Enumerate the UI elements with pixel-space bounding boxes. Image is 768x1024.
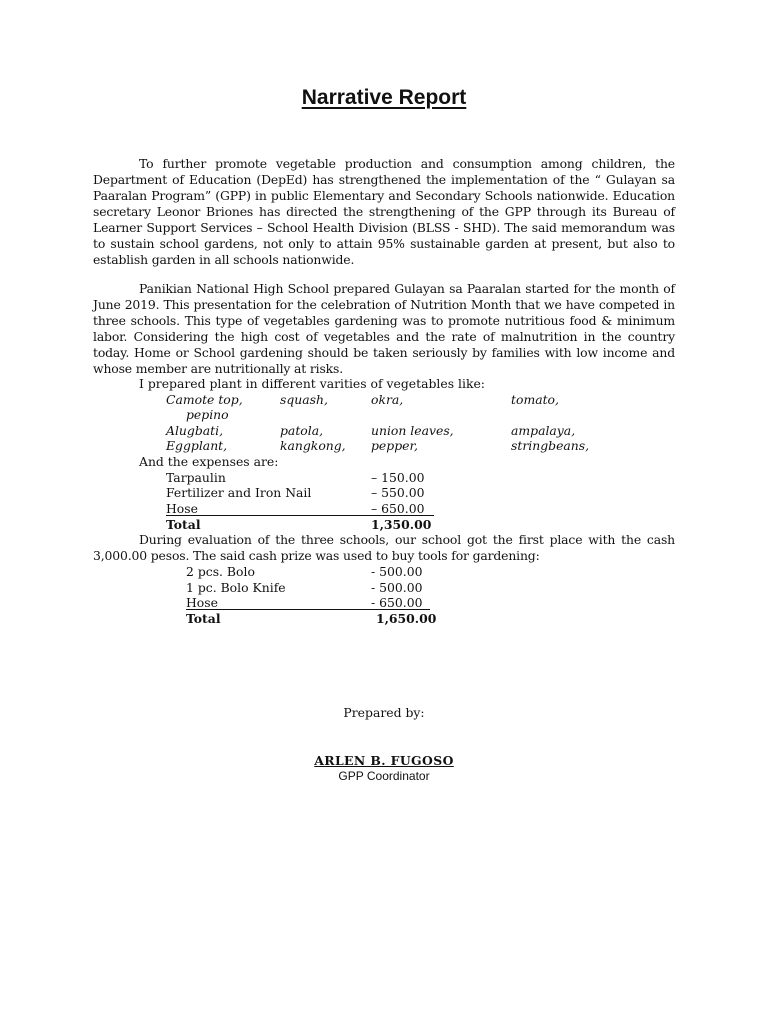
expenses-total-rule <box>166 515 434 516</box>
tool-amount: - 500.00 <box>371 580 423 595</box>
tools-total-label: Total <box>186 611 221 626</box>
tool-amount: - 650.00 <box>371 595 423 610</box>
expense-amount: – 550.00 <box>371 485 425 500</box>
vegetable-item: Camote top, <box>166 392 243 407</box>
expenses-total-amount: 1,350.00 <box>371 517 432 532</box>
expenses-total-label: Total <box>166 517 201 532</box>
vegetables-intro: I prepared plant in different varities of vegetables like: <box>139 376 485 391</box>
vegetable-item: okra, <box>371 392 404 407</box>
paragraph-2-text: Panikian National High School prepared Gulayan sa Paaralan started for the month of June 2019. This presentation for the celebration of Nutrition Month that we have competed in three schools. This type of vegetables gardening was to promote nutritious food & minimum labor. Considering the high cost of vegetables and the rate of malnutrition in the country today. Home or School gardening should be taken seriously by families with low income and whose member are nutritionally at risks. <box>93 281 675 376</box>
document-title <box>0 86 768 110</box>
paragraph-2 <box>93 281 675 377</box>
tools-total-rule <box>186 609 430 610</box>
vegetable-item: kangkong, <box>280 438 346 453</box>
vegetable-item: Eggplant, <box>166 438 228 453</box>
expense-item: Fertilizer and Iron Nail <box>166 485 312 500</box>
vegetable-item: Alugbati, <box>166 423 224 438</box>
vegetable-item: ampalaya, <box>511 423 576 438</box>
tool-item: 1 pc. Bolo Knife <box>186 580 286 595</box>
expense-amount: – 150.00 <box>371 470 425 485</box>
evaluation-paragraph <box>93 532 675 564</box>
vegetable-item: pepino <box>186 407 229 422</box>
tool-item: 2 pcs. Bolo <box>186 564 255 579</box>
signatory-name: ARLEN B. FUGOSO <box>314 753 454 768</box>
expense-item: Tarpaulin <box>166 470 226 485</box>
vegetable-item: squash, <box>280 392 328 407</box>
expenses-intro: And the expenses are: <box>139 454 279 469</box>
evaluation-text: During evaluation of the three schools, our school got the first place with the cash 3,000.00 pesos. The said cash prize was used to buy tools for gardening: <box>93 532 675 563</box>
expense-item: Hose <box>166 501 198 516</box>
prepared-by-label: Prepared by: <box>343 705 425 720</box>
vegetable-item: stringbeans, <box>511 438 590 453</box>
signatory-role: GPP Coordinator <box>338 769 430 783</box>
paragraph-1 <box>93 156 675 268</box>
tool-amount: - 500.00 <box>371 564 423 579</box>
vegetable-item: pepper, <box>371 438 418 453</box>
title-text: Narrative Report <box>301 86 467 109</box>
vegetable-item: patola, <box>280 423 324 438</box>
expense-amount: – 650.00 <box>371 501 425 516</box>
tool-item: Hose <box>186 595 218 610</box>
vegetable-item: tomato, <box>511 392 559 407</box>
paragraph-1-text: To further promote vegetable production and consumption among children, the Department of Education (DepEd) has strengthened the implementation of the “ Gulayan sa Paaralan Program” (GPP) in public Elementary and Secondary Schools nationwide. Education secretary Leonor Briones has directed the strengthening of the GPP through its Bureau of Learner Support Services – School Health Division (BLSS - SHD). The said memorandum was to sustain school gardens, not only to attain 95% sustainable garden at present, but also to establish garden in all schools nationwide. <box>93 156 675 267</box>
tools-total-amount: 1,650.00 <box>376 611 437 626</box>
vegetable-item: union leaves, <box>371 423 454 438</box>
